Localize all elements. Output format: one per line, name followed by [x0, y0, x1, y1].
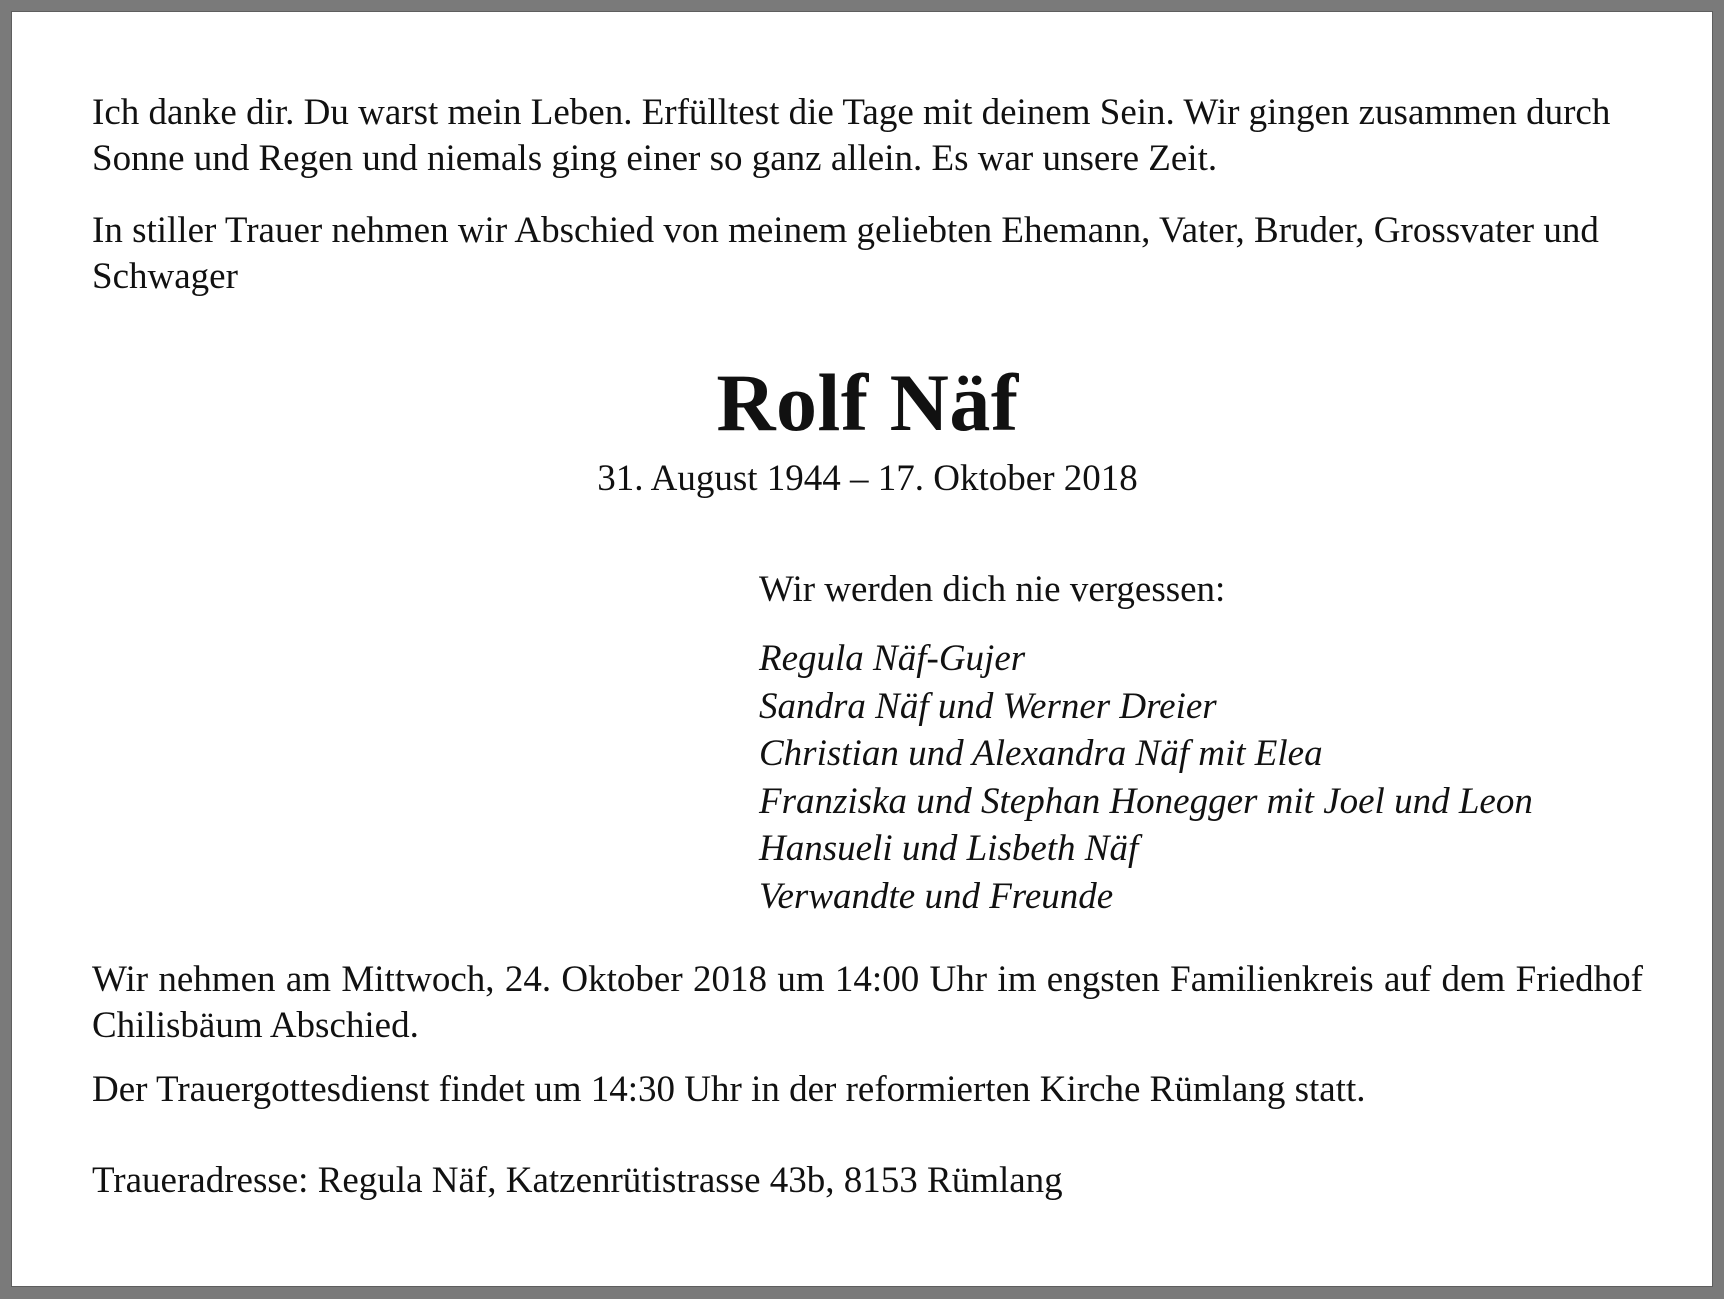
obituary-content — [92, 90, 1643, 1201]
farewell-service-text: Wir nehmen am Mittwoch, 24. Oktober 2018 um 14:00 Uhr im engsten Familienkreis auf dem Friedhof Chilisbäum Abschied. — [92, 959, 1643, 1046]
family-member: Verwandte und Freunde — [759, 875, 1114, 917]
family-member: Sandra Näf und Werner Dreier — [759, 685, 1217, 727]
family-member: Regula Näf-Gujer — [759, 638, 1026, 679]
family-member: Franziska und Stephan Honegger mit Joel und Leon — [759, 780, 1533, 822]
family-member: Christian und Alexandra Näf mit Elea — [759, 733, 1323, 774]
family-list — [759, 635, 1533, 920]
family-member: Hansueli und Lisbeth Näf — [759, 828, 1139, 869]
obituary-page — [12, 12, 1712, 1286]
intro-text: Ich danke dir. Du warst mein Leben. Erfülltest die Tage mit deinem Sein. Wir gingen zusammen durch Sonne und Regen und niemals ging einer so ganz allein. Es war unsere Zeit. — [92, 92, 1611, 179]
funeral-service-text: Der Trauergottesdienst findet um 14:30 Uhr in der reformierten Kirche Rümlang statt. — [92, 1069, 1366, 1110]
remembrance-line: Wir werden dich nie vergessen: — [759, 569, 1226, 610]
deceased-name: Rolf Näf — [716, 357, 1019, 448]
mourning-text: In stiller Trauer nehmen wir Abschied von meinem geliebten Ehemann, Vater, Bruder, Grossvater und Schwager — [92, 210, 1599, 297]
life-dates: 31. August 1944 – 17. Oktober 2018 — [597, 458, 1138, 499]
mourning-address: Traueradresse: Regula Näf, Katzenrütistrasse 43b, 8153 Rümlang — [92, 1160, 1063, 1201]
